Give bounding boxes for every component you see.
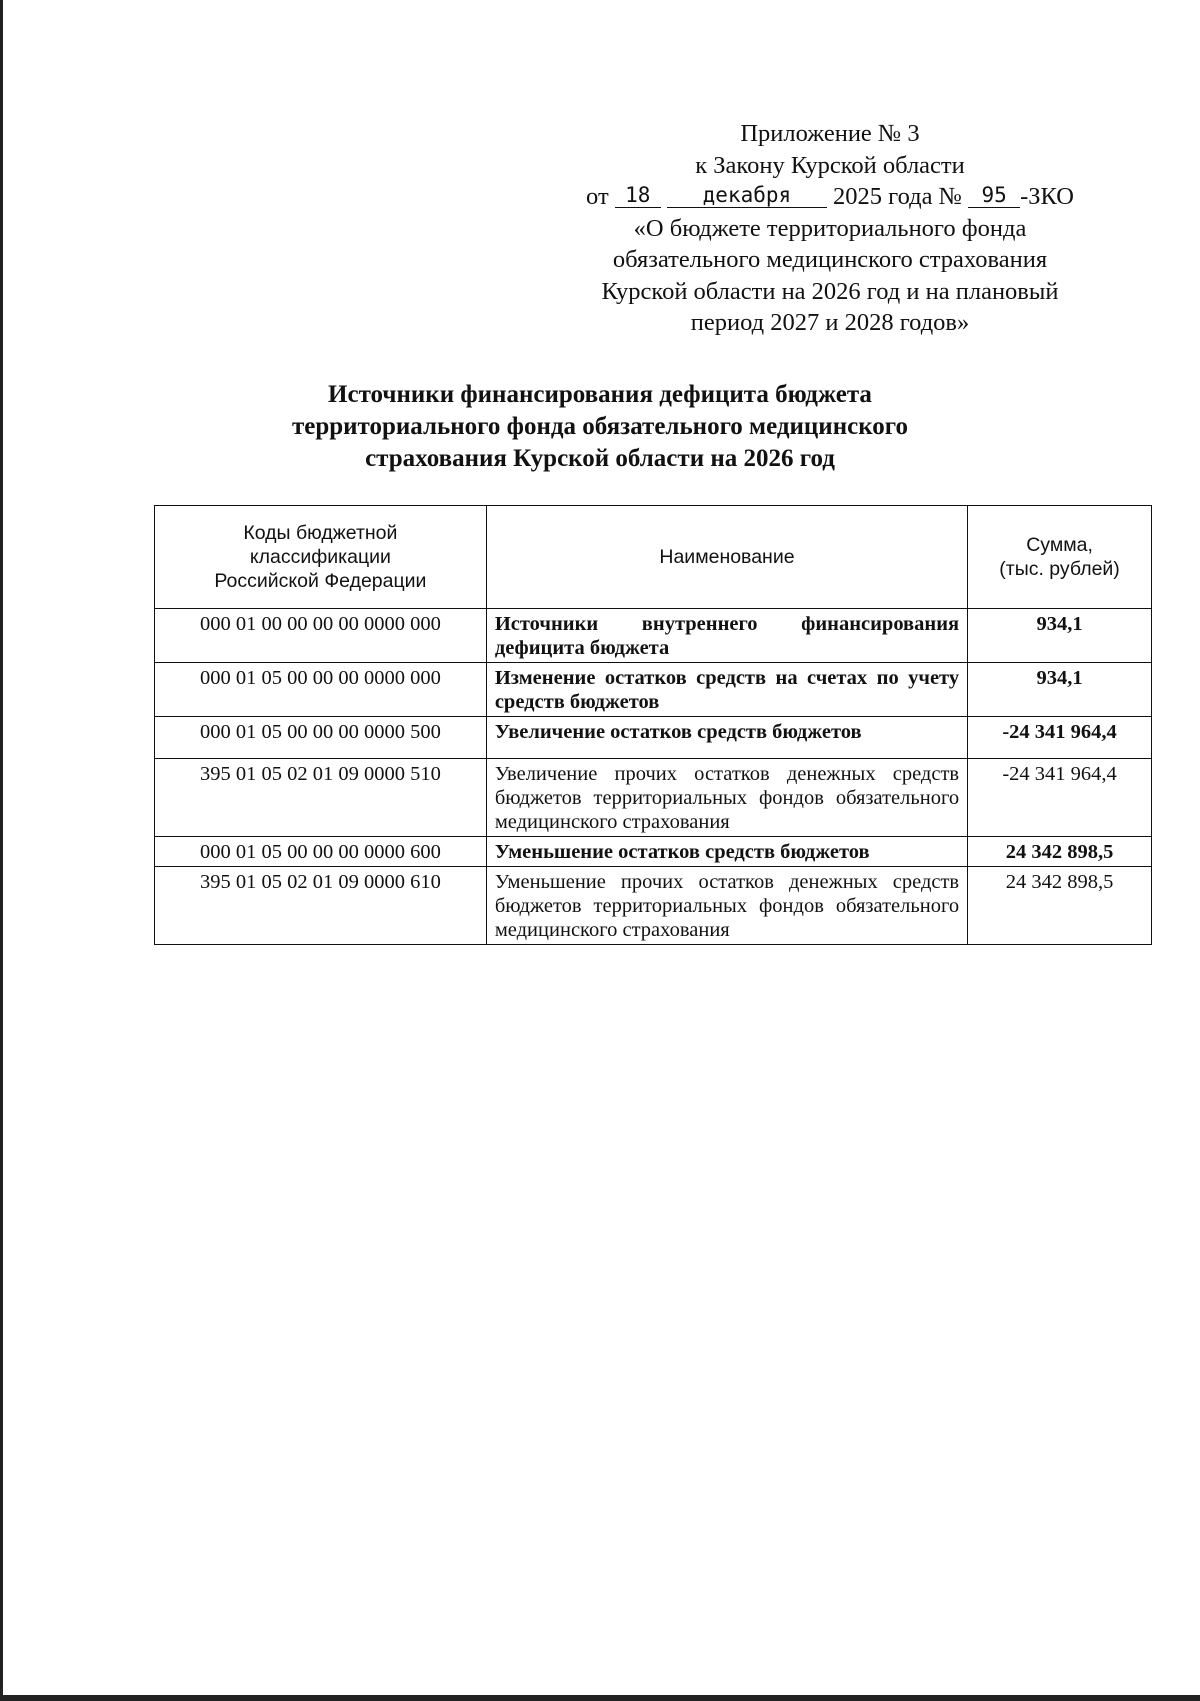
header-codes-line-2: классификации bbox=[249, 546, 391, 568]
row-code: 000 01 05 00 00 00 0000 000 bbox=[155, 663, 487, 717]
table-row bbox=[155, 663, 1152, 717]
row-amount: 934,1 bbox=[968, 609, 1152, 663]
row-code: 395 01 05 02 01 09 0000 510 bbox=[155, 759, 487, 837]
document-title-line-1: Источники финансирования дефицита бюджета bbox=[328, 381, 872, 408]
document-title bbox=[240, 379, 960, 475]
annex-day: 18 bbox=[615, 183, 661, 208]
row-name: Увеличение прочих остатков денежных средств бюджетов территориальных фондов обязательного медицинского страхования bbox=[486, 759, 967, 837]
row-name: Увеличение остатков средств бюджетов bbox=[486, 717, 967, 759]
scan-edge-left bbox=[0, 0, 3, 1701]
annex-block bbox=[540, 118, 1120, 339]
table-row bbox=[155, 867, 1152, 945]
annex-date-prefix: от bbox=[586, 183, 609, 210]
row-amount: 24 342 898,5 bbox=[968, 867, 1152, 945]
row-name: Изменение остатков средств на счетах по учету средств бюджетов bbox=[486, 663, 967, 717]
table-header-row bbox=[155, 506, 1152, 609]
document-title-line-2: территориального фонда обязательного медицинского bbox=[291, 413, 909, 440]
header-codes-line-1: Коды бюджетной bbox=[243, 522, 398, 544]
table-row bbox=[155, 837, 1152, 867]
budget-sources-table bbox=[154, 505, 1152, 945]
row-amount: 934,1 bbox=[968, 663, 1152, 717]
row-code: 000 01 00 00 00 00 0000 000 bbox=[155, 609, 487, 663]
row-name: Уменьшение остатков средств бюджетов bbox=[486, 837, 967, 867]
row-code: 000 01 05 00 00 00 0000 600 bbox=[155, 837, 487, 867]
header-name: Наименование bbox=[486, 506, 967, 609]
annex-law-ref: к Закону Курской области bbox=[695, 151, 965, 179]
scan-edge-bottom bbox=[0, 1695, 1200, 1701]
table-row bbox=[155, 759, 1152, 837]
annex-law-suffix: -ЗКО bbox=[1020, 183, 1074, 210]
row-amount: -24 341 964,4 bbox=[968, 717, 1152, 759]
row-code: 395 01 05 02 01 09 0000 610 bbox=[155, 867, 487, 945]
row-name: Уменьшение прочих остатков денежных средств бюджетов территориальных фондов обязательного медицинского страхования bbox=[486, 867, 967, 945]
row-amount: 24 342 898,5 bbox=[968, 837, 1152, 867]
annex-law-number: 95 bbox=[968, 183, 1020, 208]
row-name: Источники внутреннего финансирования дефицита бюджета bbox=[486, 609, 967, 663]
row-code: 000 01 05 00 00 00 0000 500 bbox=[155, 717, 487, 759]
document-title-line-3: страхования Курской области на 2026 год bbox=[365, 445, 835, 472]
annex-appendix: Приложение № 3 bbox=[740, 120, 920, 147]
header-amount-line-1: Сумма, bbox=[1026, 534, 1093, 556]
row-amount: -24 341 964,4 bbox=[968, 759, 1152, 837]
annex-month: декабря bbox=[667, 183, 827, 208]
annex-law-title-3: Курской области на 2026 год и на плановый bbox=[601, 277, 1059, 305]
header-codes-line-3: Российской Федерации bbox=[214, 570, 427, 592]
table-row bbox=[155, 717, 1152, 759]
annex-law-title-1: «О бюджете территориального фонда bbox=[633, 214, 1027, 242]
annex-date-line bbox=[540, 181, 1120, 213]
annex-year: 2025 года № bbox=[833, 183, 962, 210]
annex-law-title-4: период 2027 и 2028 годов» bbox=[690, 309, 970, 336]
table-row bbox=[155, 609, 1152, 663]
annex-law-title-2: обязательного медицинского страхования bbox=[612, 246, 1048, 273]
header-codes bbox=[155, 506, 487, 609]
header-amount-line-2: (тыс. рублей) bbox=[999, 558, 1120, 580]
header-amount bbox=[968, 506, 1152, 609]
